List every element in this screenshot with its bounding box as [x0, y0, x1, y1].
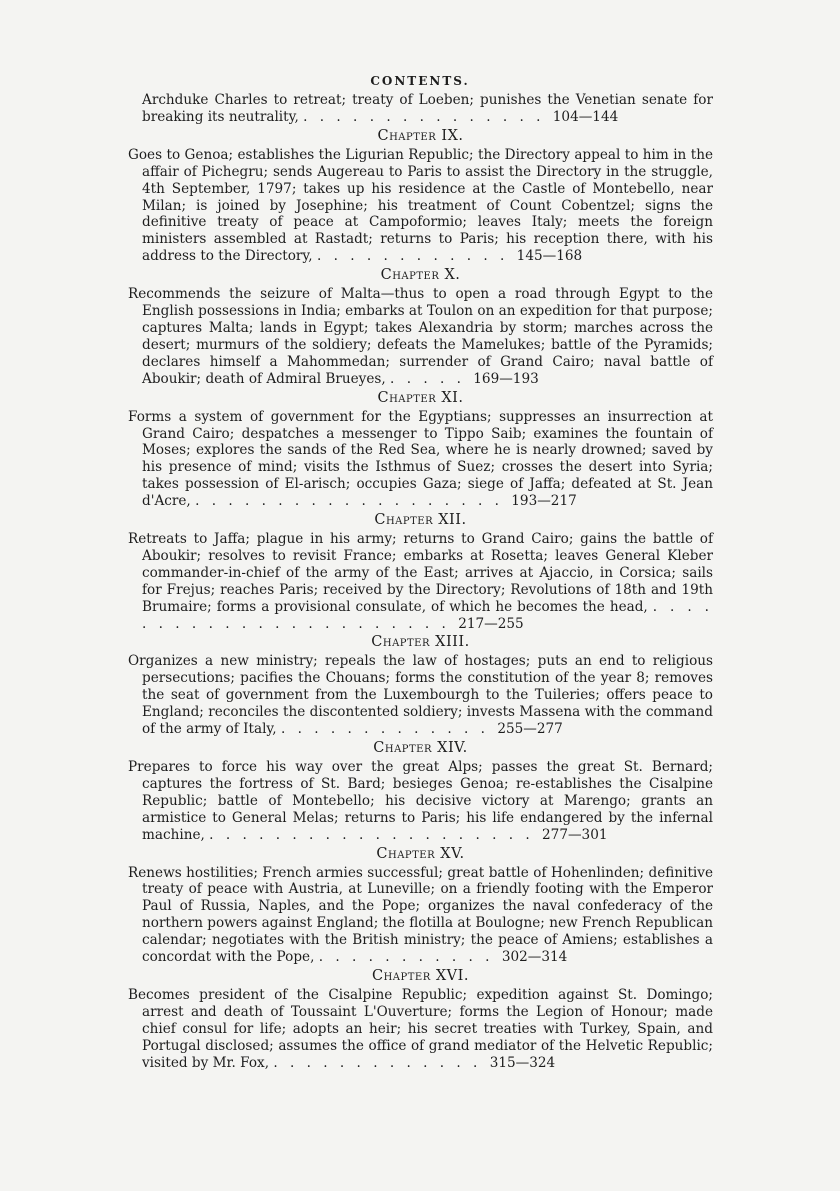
entry-text: Forms a system of government for the Egyptians; suppresses an insurrection at Grand Cairo; despatches a messenger to Tippo Saib; examines the fountain of Moses; explores the sands of the Red Sea, where he is nearly drowned; saved by his presence of mind; visits the Isthmus of Suez; crosses the desert into Syria; takes possession of El-arisch; occupies Gaza; siege of Jaffa; defeated at St. Jean d'Acre, [128, 408, 713, 510]
entry-text: Retreats to Jaffa; plague in his army; returns to Grand Cairo; gains the battle of Aboukir; resolves to revisit France; embarks at Rosetta; leaves General Kleber commander-in-chief of the army of the East; arrives at Ajaccio, in Corsica; sails for Frejus; reaches Paris; received by the Directory; Revolutions of 18th and 19th Brumaire; forms a provisional consulate, of which he becomes the head, [128, 531, 713, 615]
entry-text: Prepares to force his way over the great Alps; passes the great St. Bernard; captures the fortress of St. Bard; besieges Genoa; re-establishes the Cisalpine Republic; battle of Montebello; his decisive victory at Marengo; grants an armistice to General Melas; returns to Paris; his life endangered by the infernal machine, [128, 759, 713, 843]
page-range: 104—144 [552, 108, 619, 125]
chapter-entry [128, 653, 713, 738]
page-range: 217—255 [458, 615, 524, 632]
chapter-heading: Chapter IX. [377, 127, 464, 144]
page-range: 145—168 [516, 248, 583, 265]
chapter-entry [128, 987, 713, 1072]
leader-dots: . . . . . . . . . . . . . . . . . . . [195, 493, 512, 510]
chapter-heading: Chapter XII. [374, 512, 467, 529]
entry-text: Recommends the seizure of Malta—thus to open a road through Egypt to the English possessions in India; embarks at Toulon on an expedition for that purpose; captures Malta; lands in Egypt; takes Alexandria by storm; marches across the desert; murmurs of the soldiery; defeats the Mamelukes; battle of the Pyramids; declares himself a Mahommedan; surrender of Grand Cairo; naval battle of Aboukir; death of Admiral Brueyes, [128, 286, 713, 387]
leader-dots: . . . . . [390, 370, 474, 387]
entry-text: Archduke Charles to retreat; treaty of Loeben; punishes the Venetian senate for breaking its neutrality, [142, 92, 713, 125]
leader-dots: . . . . . . . . . . . . . [280, 721, 498, 738]
chapter-entry [128, 759, 713, 844]
running-head: CONTENTS. [370, 74, 470, 88]
chapter-heading: Chapter XVI. [371, 967, 469, 984]
contents-list [128, 92, 713, 1072]
chapter-entry [128, 531, 713, 632]
chapter-entry [128, 409, 713, 510]
chapter-entry [128, 147, 713, 265]
page-range: 302—314 [501, 949, 568, 966]
chapter-entry [128, 286, 713, 387]
leader-dots: . . . . . . . . . . . . . . . . . . . . . . . [142, 598, 714, 632]
chapter-heading: Chapter XIV. [373, 740, 468, 756]
leader-dots: . . . . . . . . . . . . . [273, 1054, 490, 1071]
page-range: 255—277 [497, 721, 563, 738]
chapter-heading: Chapter XIII. [371, 634, 470, 651]
leader-dots: . . . . . . . . . . . . . . . . . . . . [209, 826, 543, 843]
chapter-heading: Chapter X. [380, 267, 461, 284]
chapter-entry [128, 865, 713, 966]
page-range: 169—193 [473, 370, 539, 387]
entry-text: Becomes president of the Cisalpine Republic; expedition against St. Domingo; arrest and death of Toussaint L'Ouverture; forms the Legion of Honour; made chief consul for life; adopts an heir; his secret treaties with Turkey, Spain, and Portugal disclosed; assumes the office of grand mediator of the Helvetic Republic; visited by Mr. Fox, [128, 986, 713, 1071]
leader-dots: . . . . . . . . . . . . [316, 248, 517, 265]
leader-dots: . . . . . . . . . . . [318, 949, 502, 966]
page-range: 277—301 [542, 826, 608, 843]
page-range: 315—324 [489, 1054, 556, 1071]
entry-text: Organizes a new ministry; repeals the law of hostages; puts an end to religious persecutions; pacifies the Chouans; forms the constitution of the year 8; removes the seat of government from the Luxembourgh to the Tuileries; offers peace to England; reconciles the discontented soldiery; invests Massena with the command of the army of Italy, [128, 653, 713, 738]
page-range: 193—217 [511, 493, 577, 510]
leader-dots: . . . . . . . . . . . . . . . [303, 108, 553, 125]
entry-text: Goes to Genoa; establishes the Ligurian Republic; the Directory appeal to him in the affair of Pichegru; sends Augereau to Paris to assist the Directory in the struggle, 4th September, 1797; takes up his residence at the Castle of Montebello, near Milan; is joined by Josephine; his treatment of Count Cobentzel; signs the definitive treaty of peace at Campoformio; leaves Italy; meets the foreign ministers assembled at Rastadt; returns to Paris; his reception there, with his address to the Directory, [128, 146, 713, 265]
chapter-heading: Chapter XV. [376, 845, 465, 862]
entry-text: Renews hostilities; French armies successful; great battle of Hohenlinden; definitive treaty of peace with Austria, at Luneville; on a friendly footing with the Emperor Paul of Russia, Naples, and the Pope; organizes the naval confederacy of the northern powers against England; the flotilla at Boulogne; new French Republican calendar; negotiates with the British ministry; the peace of Amiens; establishes a concordat with the Pope, [128, 864, 713, 966]
chapter-heading: Chapter XI. [377, 389, 464, 406]
intro-entry [128, 92, 713, 126]
